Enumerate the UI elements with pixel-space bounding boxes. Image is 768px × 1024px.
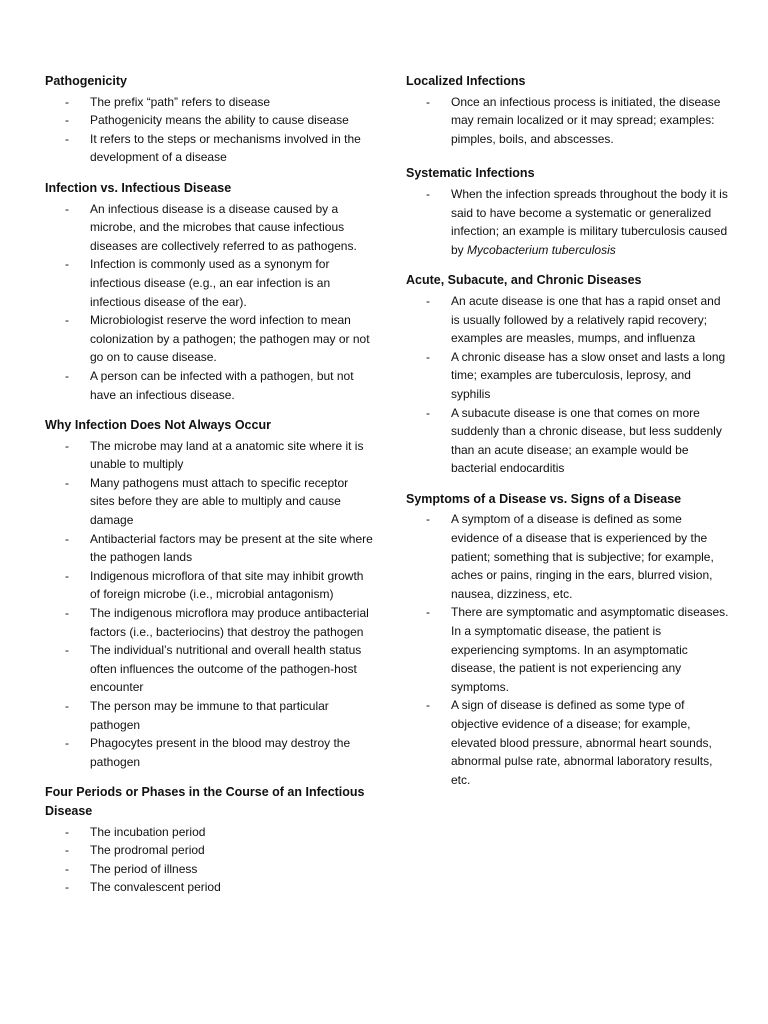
- section-heading: Symptoms of a Disease vs. Signs of a Disease: [406, 491, 682, 506]
- section-systematic-infections: [406, 164, 731, 259]
- list-item: - The prodromal period: [45, 841, 375, 860]
- section-localized-infections: [406, 72, 731, 148]
- bullet-list: [45, 823, 375, 897]
- section-why-infection: [45, 416, 375, 771]
- section-pathogenicity: [45, 72, 375, 167]
- list-item: - Microbiologist reserve the word infection to mean colonization by a pathogen; the pathogen may or not go on to cause disease.: [45, 311, 375, 367]
- bullet-list: [406, 292, 731, 478]
- list-item: - Indigenous microflora of that site may inhibit growth of foreign microbe (i.e., microbial antagonism): [45, 567, 375, 604]
- list-item: [406, 185, 731, 259]
- list-item: - A sign of disease is defined as some type of objective evidence of a disease; for example, elevated blood pressure, abnormal heart sounds, abnormal pulse rate, abnormal laboratory results, etc.: [406, 696, 731, 789]
- list-item: - Many pathogens must attach to specific receptor sites before they are able to multiply and cause damage: [45, 474, 375, 530]
- section-symptoms-vs-signs: [406, 490, 731, 790]
- bullet-list: [406, 510, 731, 789]
- section-heading: Localized Infections: [406, 74, 526, 88]
- organism-name: Mycobacterium tuberculosis: [467, 242, 616, 257]
- list-item: - The incubation period: [45, 823, 375, 842]
- list-item: - Phagocytes present in the blood may destroy the pathogen: [45, 734, 375, 771]
- bullet-list: [45, 200, 375, 405]
- list-item: - The convalescent period: [45, 878, 375, 897]
- list-item: - A symptom of a disease is defined as some evidence of a disease that is experienced by the patient; something that is subjective; for example, aches or pains, ringing in the ears, blurred vision, nausea, dizziness, etc.: [406, 510, 731, 603]
- list-item: - Once an infectious process is initiated, the disease may remain localized or it may spread; examples: pimples, boils, and abscesses.: [406, 93, 731, 149]
- section-four-periods: [45, 783, 375, 897]
- bullet-list: [45, 437, 375, 772]
- section-heading: Infection vs. Infectious Disease: [45, 180, 232, 195]
- list-item: - An infectious disease is a disease caused by a microbe, and the microbes that cause infectious diseases are collectively referred to as pathogens.: [45, 200, 375, 256]
- section-heading: Pathogenicity: [45, 74, 127, 88]
- list-item: - An acute disease is one that has a rapid onset and is usually followed by a relatively rapid recovery; examples are measles, mumps, and influenza: [406, 292, 731, 348]
- list-item: - There are symptomatic and asymptomatic diseases. In a symptomatic disease, the patient is experiencing symptoms. In an asymptomatic disease, the patient is not experiencing any symptoms.: [406, 603, 731, 696]
- list-item: - The person may be immune to that particular pathogen: [45, 697, 375, 734]
- list-item: - The individual’s nutritional and overall health status often influences the outcome of the pathogen-host encounter: [45, 641, 375, 697]
- section-heading: Why Infection Does Not Always Occur: [45, 418, 271, 433]
- bullet-list: [406, 185, 731, 259]
- list-item: - The indigenous microflora may produce antibacterial factors (i.e., bacteriocins) that destroy the pathogen: [45, 604, 375, 641]
- bullet-list: [45, 93, 375, 167]
- list-item: - Infection is commonly used as a synonym for infectious disease (e.g., an ear infection is an infectious disease of the ear).: [45, 255, 375, 311]
- list-item: - The prefix “path” refers to disease: [45, 93, 375, 112]
- section-heading: Four Periods or Phases in the Course of an Infectious Disease: [45, 785, 365, 818]
- list-item-text: When the infection spreads throughout the body it is said to have become a systematic or generalized infection; an example is military tuberculosis caused by: [451, 186, 728, 257]
- list-item: - Pathogenicity means the ability to cause disease: [45, 111, 375, 130]
- left-column: [45, 72, 375, 909]
- section-infection-vs-disease: [45, 179, 375, 404]
- list-item: - A subacute disease is one that comes on more suddenly than a chronic disease, but less suddenly than an acute disease; an example would be bacterial endocarditis: [406, 404, 731, 478]
- list-item: - A person can be infected with a pathogen, but not have an infectious disease.: [45, 367, 375, 404]
- list-item: - It refers to the steps or mechanisms involved in the development of a disease: [45, 130, 375, 167]
- section-acute-subacute-chronic: [406, 271, 731, 478]
- bullet-list: [406, 93, 731, 149]
- section-heading: Acute, Subacute, and Chronic Diseases: [406, 273, 642, 288]
- list-item: - A chronic disease has a slow onset and lasts a long time; examples are tuberculosis, leprosy, and syphilis: [406, 348, 731, 404]
- list-item: - Antibacterial factors may be present at the site where the pathogen lands: [45, 530, 375, 567]
- list-item: - The period of illness: [45, 860, 375, 879]
- list-item: - The microbe may land at a anatomic site where it is unable to multiply: [45, 437, 375, 474]
- right-column: [406, 72, 731, 801]
- section-heading: Systematic Infections: [406, 166, 535, 181]
